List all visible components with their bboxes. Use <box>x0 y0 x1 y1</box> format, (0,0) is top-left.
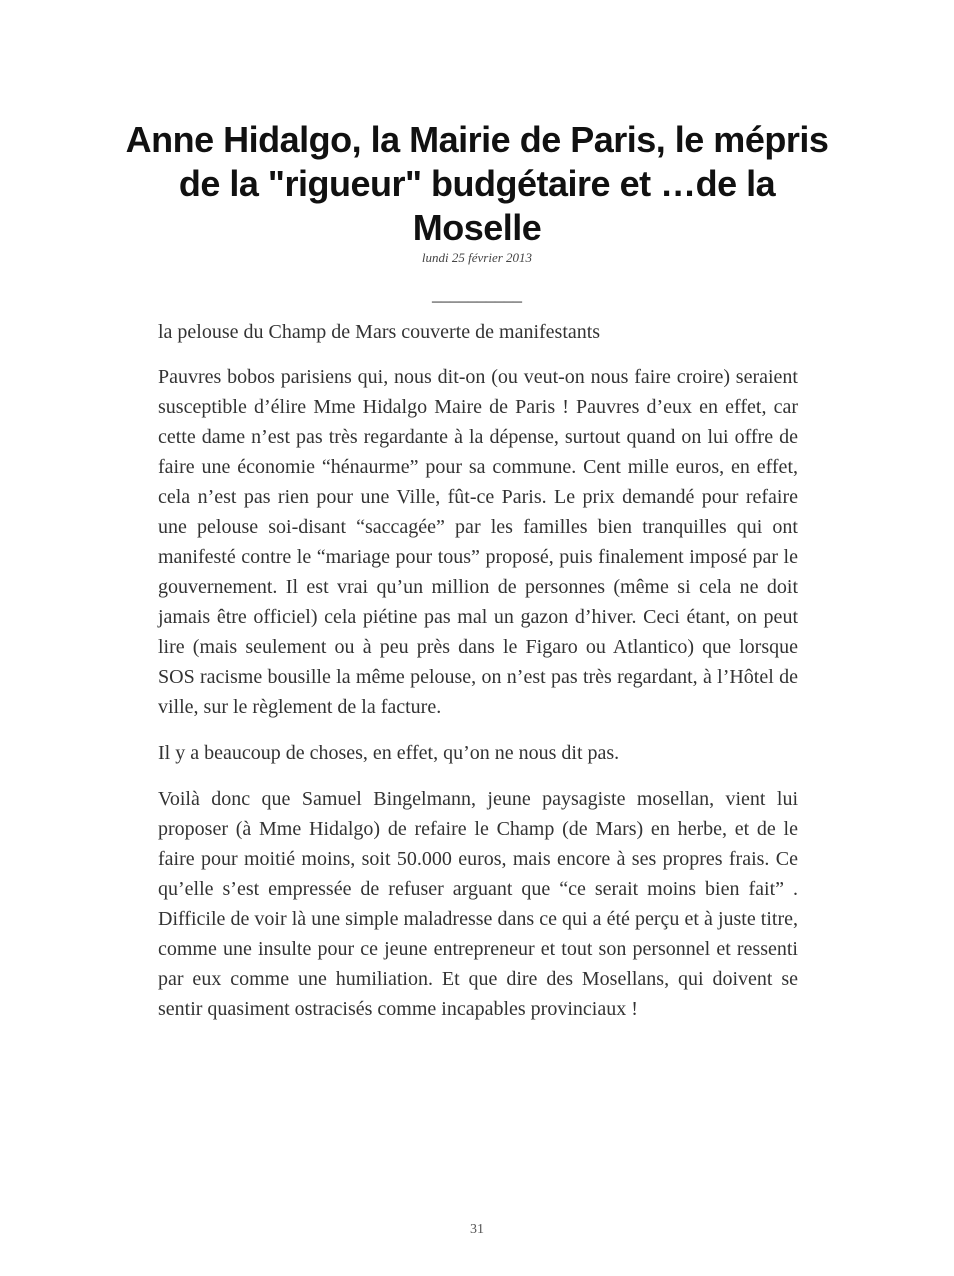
article-body <box>158 362 798 1040</box>
image-caption: la pelouse du Champ de Mars couverte de manifestants <box>158 321 601 343</box>
article-date: lundi 25 février 2013 <box>421 250 533 265</box>
page-number: 31 <box>470 1222 484 1237</box>
paragraph-2: Il y a beaucoup de choses, en effet, qu’on ne nous dit pas. <box>158 742 620 764</box>
title-separator: __________ <box>432 284 522 304</box>
paragraph-3: Voilà donc que Samuel Bingelmann, jeune paysagiste mosellan, vient lui proposer (à Mme Hidalgo) de refaire le Champ (de Mars) en herbe, et de le faire pour moitié moins, soit 50.000 euros, mais encore à ses propres frais. Ce qu’elle s’est empressée de refuser arguant que “ce serait moins bien fait” . Difficile de voir là une simple maladresse dans ce qui a été perçu et à juste titre, comme une insulte pour ce jeune entrepreneur et tout son personnel et ressenti par eux comme une humiliation. Et que dire des Mosellans, qui doivent se sentir quasiment ostracisés comme incapables provinciaux ! <box>158 788 798 1020</box>
article-title: Anne Hidalgo, la Mairie de Paris, le mépris de la "rigueur" budgétaire et …de la Moselle <box>125 119 829 248</box>
paragraph-1: Pauvres bobos parisiens qui, nous dit-on (ou veut-on nous faire croire) seraient susceptible d’élire Mme Hidalgo Maire de Paris ! Pauvres d’eux en effet, car cette dame n’est pas très regardante à la dépense, surtout quand on lui offre de faire une économie “hénaurme” pour sa commune. Cent mille euros, en effet, cela n’est pas rien pour une Ville, fût-ce Paris. Le prix demandé pour refaire une pelouse soi-disant “saccagée” par les familles bien tranquilles qui ont manifesté contre le “mariage pour tous” proposé, puis finalement imposé par le gouvernement. Il est vrai qu’un million de personnes (même si cela ne doit jamais être officiel) cela piétine pas mal un gazon d’hiver. Ceci étant, on peut lire (mais seulement ou à peu près dans le Figaro ou Atlantico) que lorsque SOS racisme bousille la même pelouse, on n’est pas très regardant, à l’Hôtel de ville, sur le règlement de la facture. <box>158 366 798 718</box>
